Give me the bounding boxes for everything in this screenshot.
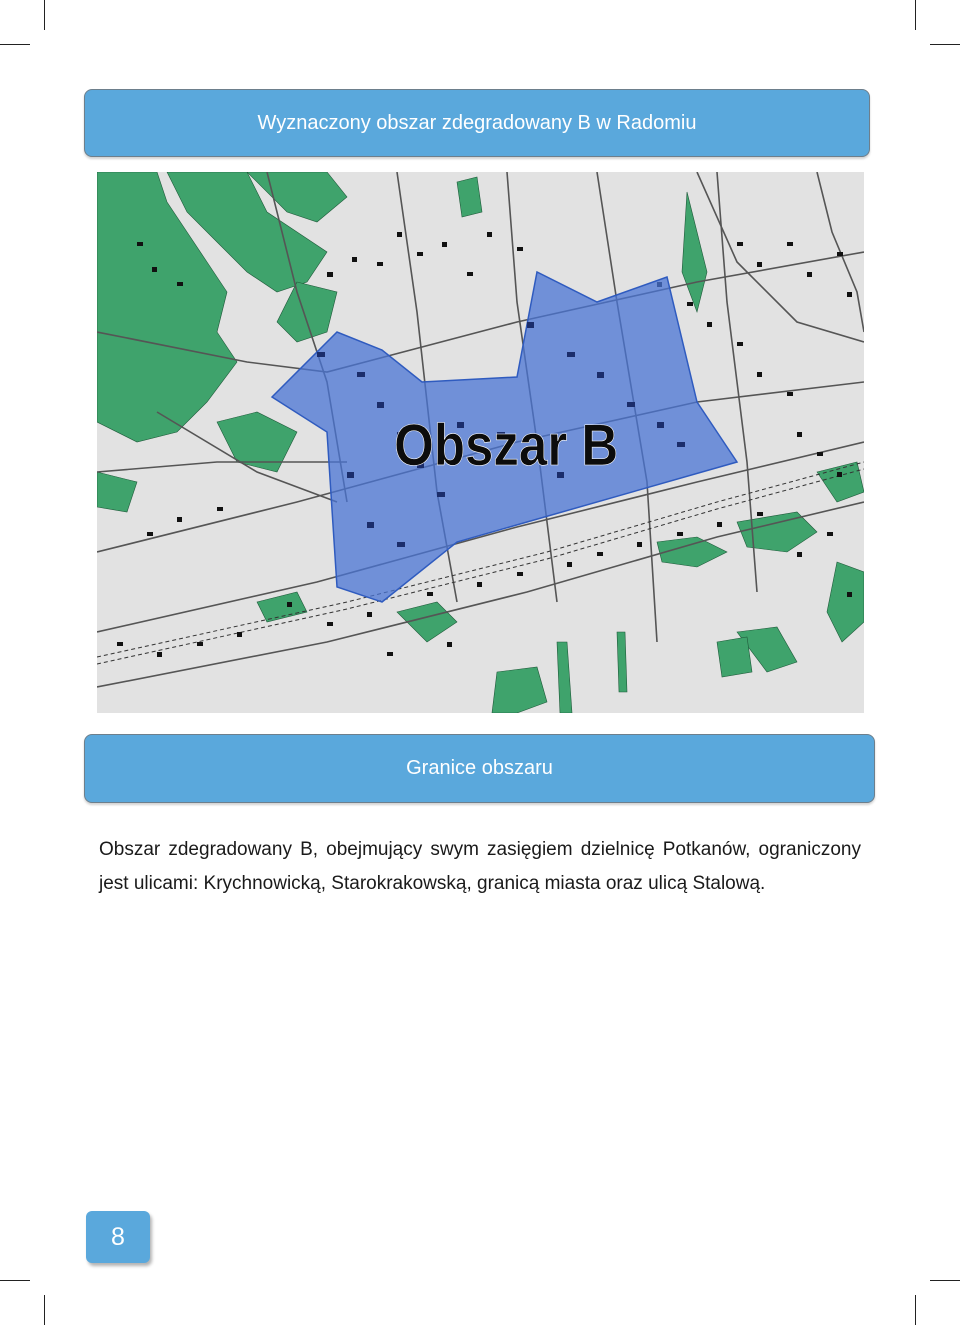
crop-mark	[0, 1280, 30, 1281]
area-label: Obszar B	[394, 412, 619, 478]
section-banner	[84, 734, 875, 803]
crop-mark	[0, 44, 30, 45]
page-title: Wyznaczony obszar zdegradowany B w Radomiu	[257, 111, 697, 134]
crop-mark	[44, 0, 45, 30]
crop-mark	[915, 0, 916, 30]
crop-mark	[915, 1295, 916, 1325]
page-number-badge	[86, 1211, 150, 1263]
crop-mark	[930, 44, 960, 45]
page-number: 8	[111, 1222, 125, 1251]
section-title: Granice obszaru	[406, 757, 553, 779]
crop-mark	[930, 1280, 960, 1281]
body-paragraph: Obszar zdegradowany B, obejmujący swym zasięgiem dzielnicę Potkanów, ograniczony jest ulicami: Krychnowicką, Starokrakowską, granicą miasta oraz ulicą Stalową.	[99, 839, 861, 894]
title-banner	[84, 89, 870, 157]
crop-mark	[44, 1295, 45, 1325]
area-map	[97, 172, 864, 713]
